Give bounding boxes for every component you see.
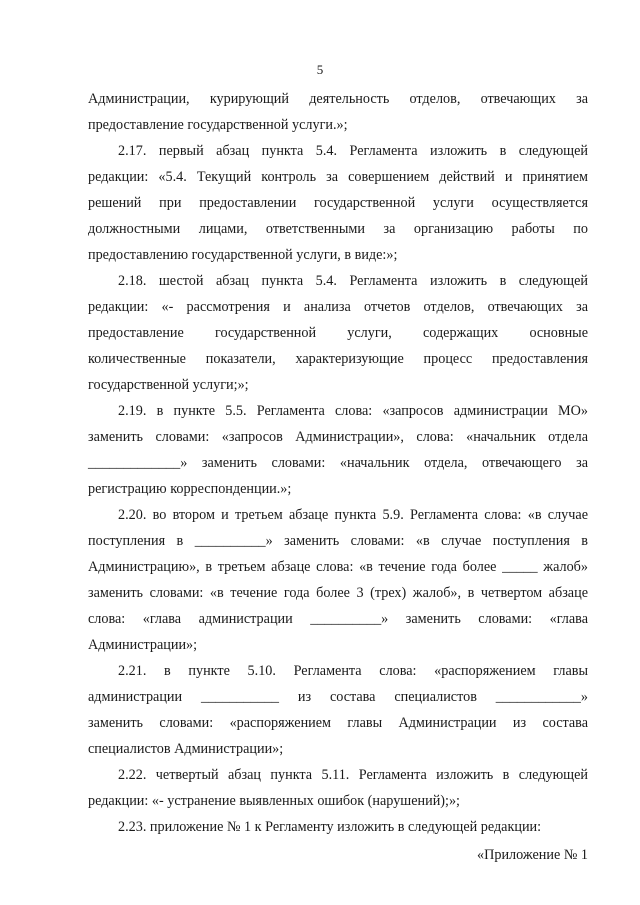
paragraph-start-line: 2.21. в пункте 5.10. Регламента слова: «распоряжением главы xyxy=(118,663,588,679)
text-line: должностными лицами, ответственными за организацию работы по xyxy=(88,221,588,237)
paragraph-start-line: 2.22. четвертый абзац пункта 5.11. Регламента изложить в следующей xyxy=(118,767,588,783)
text-line: редакции: «- рассмотрения и анализа отчетов отделов, отвечающих за xyxy=(88,299,588,315)
paragraph-start-line: 2.20. во втором и третьем абзаце пункта 5.9. Регламента слова: «в случае xyxy=(118,507,588,523)
text-line: предоставление государственной услуги, содержащих основные xyxy=(88,325,588,341)
text-line: _____________» заменить словами: «начальник отдела, отвечающего за xyxy=(88,455,588,471)
text-line: редакции: «5.4. Текущий контроль за совершением действий и принятием xyxy=(88,169,588,185)
text-line: заменить словами: «распоряжением главы Администрации из состава xyxy=(88,715,588,731)
text-line: специалистов Администрации»; xyxy=(88,741,284,757)
text-line: предоставление государственной услуги.»; xyxy=(88,117,348,133)
paragraph-start-line: 2.17. первый абзац пункта 5.4. Регламента изложить в следующей xyxy=(118,143,588,159)
paragraph-start-line: 2.23. приложение № 1 к Регламенту изложить в следующей редакции: xyxy=(118,819,542,835)
text-line: государственной услуги;»; xyxy=(88,377,249,393)
paragraph-start-line: 2.18. шестой абзац пункта 5.4. Регламента изложить в следующей xyxy=(118,273,588,289)
page-number: 5 xyxy=(316,62,324,77)
text-line: редакции: «- устранение выявленных ошибок (нарушений);»; xyxy=(88,793,460,809)
text-line: Администрации, курирующий деятельность отделов, отвечающих за xyxy=(88,91,588,107)
text-line: решений при предоставлении государственной услуги осуществляется xyxy=(88,195,588,211)
text-line: предоставлению государственной услуги, в виде:»; xyxy=(88,247,398,263)
text-line: Администрации»; xyxy=(88,637,198,653)
text-line: слова: «глава администрации __________» заменить словами: «глава xyxy=(88,611,588,627)
text-line: поступления в __________» заменить словами: «в случае поступления в xyxy=(88,533,588,549)
appendix-heading: «Приложение № 1 xyxy=(477,847,588,863)
text-line: Администрацию», в третьем абзаце слова: «в течение года более _____ жалоб» xyxy=(88,559,588,575)
paragraph-start-line: 2.19. в пункте 5.5. Регламента слова: «запросов администрации МО» xyxy=(118,403,588,419)
text-line: администрации ___________ из состава специалистов ____________» xyxy=(88,689,588,705)
text-line: количественные показатели, характеризующие процесс предоставления xyxy=(88,351,588,367)
text-line: заменить словами: «запросов Администрации», слова: «начальник отдела xyxy=(88,429,588,445)
text-line: заменить словами: «в течение года более 3 (трех) жалоб», в четвертом абзаце xyxy=(88,585,588,601)
text-line: регистрацию корреспонденции.»; xyxy=(88,481,292,497)
